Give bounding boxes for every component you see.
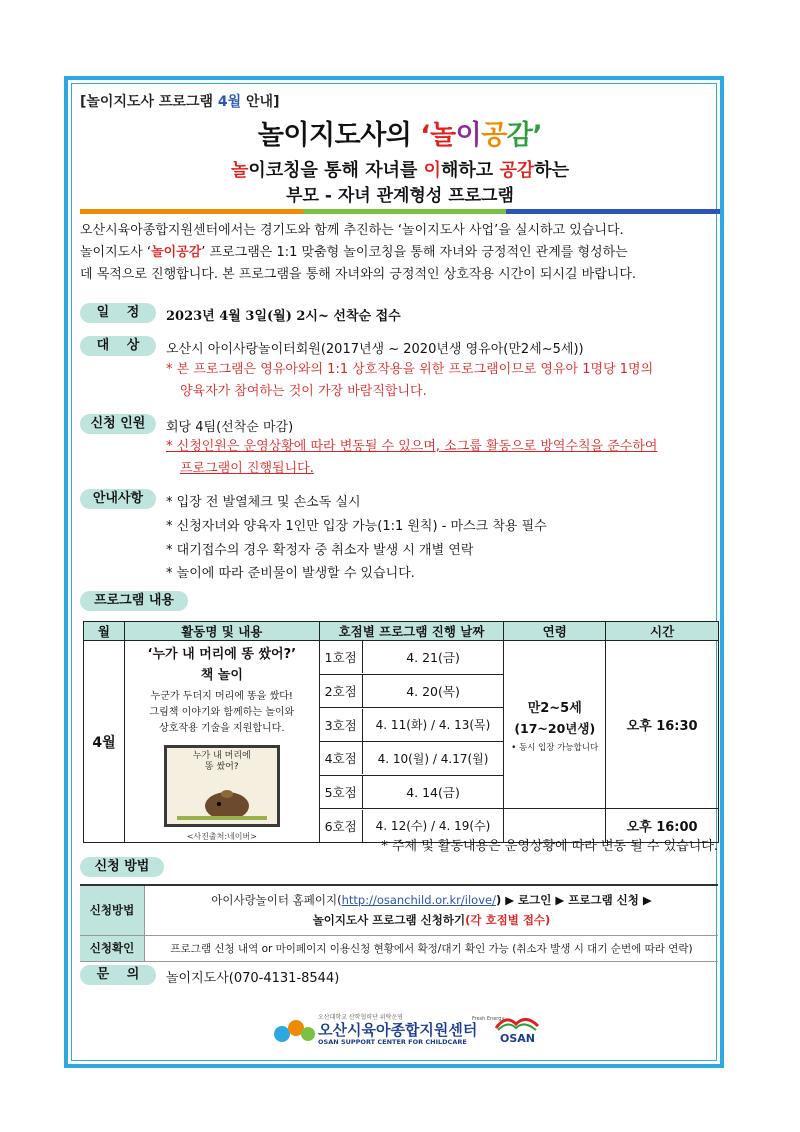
apply-confirm-text: 프로그램 신청 내역 or 마이페이지 이용신청 현황에서 확정/대기 확인 가능 (취소자 발생 시 대기 순번에 따라 연락) [170,942,693,955]
notice-item: * 놀이에 따라 준비물이 발생할 수 있습니다. [166,566,415,581]
col-header-age: 연령 [504,622,606,641]
target-label: 대 상 [80,336,156,356]
time-2: 오후 16:00 [606,809,719,843]
title-quote-open: ‘ [420,120,431,151]
subtitle-1-e: 공감 [499,160,535,181]
contact-value: 놀이지도사(070-4131-8544) [166,971,340,986]
footer-org-en: OSAN SUPPORT CENTER FOR CHILDCARE [318,1038,467,1046]
title-char-4: 감 [506,120,533,151]
contact-label: 문 의 [80,965,156,985]
title-char-3: 공 [481,120,507,151]
activity-desc-1: 누군가 두더지 머리에 똥을 쌌다! [150,691,293,702]
col-header-activity: 활동명 및 내용 [124,622,319,641]
photo-credit: <사진출처:네이버> [186,832,257,841]
color-bar-orange [80,209,303,214]
program-label: 프로그램 내용 [80,591,188,611]
apply-method-b: ) ▶ 로그인 ▶ 프로그램 신청 ▶ [495,893,652,908]
intro-paragraph [80,220,720,286]
apply-method-d: (각 호점별 접수) [465,913,551,928]
table-row [84,641,719,675]
program-footnote: * 주제 및 활동내용은 운영상황에 따라 변동 될 수 있습니다. [381,839,718,854]
activity-title-2: 책 놀이 [200,668,243,683]
book-title-2: 똥 쌌어? [204,762,239,772]
apply-method-a: 아이사랑놀이터 홈페이지( [211,893,342,908]
intro-line-3: 데 목적으로 진행합니다. 본 프로그램을 통해 자녀와의 긍정적인 상호작용 시간이 되시길 바랍니다. [80,267,637,282]
col-header-month: 월 [84,622,125,641]
branch-name: 6호점 [320,810,363,842]
capacity-note-1: * 신청인원은 운영상황에 따라 변동될 수 있으며, 소그룹 활동으로 방역수칙을 준수하여 [166,439,658,454]
subtitle-1-c: 이 [423,160,442,181]
activity-title-1: ‘누가 내 머리에 똥 쌌어?’ [147,647,297,662]
branch-date-cell [319,641,504,675]
age-cell [504,641,606,809]
apply-table [80,884,718,962]
book-cover-image [164,745,280,827]
branch-date: 4. 12(수) / 4. 19(수) [375,819,491,834]
notice-item: * 신청자녀와 양육자 1인만 입장 가능(1:1 원칙) - 마스크 착용 필수 [166,519,547,534]
intro-line-2 [80,242,720,264]
apply-confirm-label: 신청확인 [80,935,145,961]
title-quote-close: ’ [532,120,543,151]
program-table [83,621,719,843]
footer-org-small: 오산대학교 산학협력단 위탁운영 [318,1014,403,1021]
branch-name: 3호점 [320,709,363,741]
branch-name: 5호점 [320,776,363,808]
header-tag-open: [놀이지도사 프로그램 [80,94,218,110]
notice-item: * 입장 전 발열체크 및 손소독 실시 [166,495,361,510]
branch-date: 4. 21(금) [406,650,460,666]
apply-method-c: 놀이지도사 프로그램 신청하기 [312,913,466,928]
schedule-value: 2023년 4월 3일(월) 2시~ 선착순 접수 [166,309,401,324]
header-tag-month: 4월 [217,94,242,110]
color-bar-green [303,209,506,214]
footer-city: OSAN [500,1032,535,1045]
intro-line-2c: ’ 프로그램은 1:1 맞춤형 놀이코칭을 통해 자녀와 긍정적인 관계를 형성하는 [201,245,628,260]
table-row [80,885,718,935]
branch-date: 4. 10(월) / 4.17(월) [377,751,489,766]
subtitle-1-a: 놀 [230,160,249,181]
branch-date-cell [319,674,504,708]
title-char-2: 이 [455,120,482,151]
title-main: 놀이지도사의 [257,120,421,151]
footer-city-small: Fresh Energy [472,1016,505,1022]
branch-date: 4. 11(화) / 4. 13(목) [375,718,491,733]
table-row [80,935,718,961]
intro-line-1: 오산시육아종합지원센터에서는 경기도와 함께 추진하는 ‘놀이지도사 사업’을 실시하고 있습니다. [80,223,624,238]
program-table-header [84,622,719,641]
branch-date-cell [319,708,504,742]
subtitle-1-b: 이코칭을 통해 자녀를 [248,160,424,181]
subtitle-2: 부모 - 자녀 관계형성 프로그램 [286,186,514,206]
apply-method-cell [145,885,719,935]
subtitle-1 [0,156,800,182]
color-bar-blue [506,209,720,214]
footer-logo [272,1012,542,1048]
mole-illustration-icon [167,772,277,822]
capacity-note-2: 프로그램이 진행됩니다. [180,461,314,476]
center-logo-icon [272,1014,316,1046]
book-title-1: 누가 내 머리에 [192,751,251,761]
activity-desc-2: 그림책 이야기와 함께하는 놀이와 [149,707,295,718]
subtitle-1-f: 하는 [534,160,570,181]
branch-date-cell [319,741,504,775]
notice-item: * 대기접수의 경우 확정자 중 취소자 발생 시 개별 연락 [166,543,474,558]
apply-method-label: 신청방법 [80,885,145,935]
footer-org-name: 오산시육아종합지원센터 [318,1021,478,1039]
activity-cell [124,641,319,843]
branch-date-cell [319,775,504,809]
col-header-dates: 호점별 프로그램 진행 날짜 [319,622,504,641]
age-note: • 동시 입장 가능합니다 [511,742,599,753]
target-note-1: * 본 프로그램은 영유아와의 1:1 상호작용을 위한 프로그램이므로 영유아 1명당 1명의 [166,362,654,377]
target-note-2: 양육자가 참여하는 것이 가장 바람직합니다. [180,384,427,399]
header-tag [80,91,279,111]
intro-program-name: 놀이공감 [151,245,202,260]
branch-date: 4. 20(목) [406,683,460,699]
col-header-time: 시간 [606,622,719,641]
target-value: 오산시 아이사랑놀이터회원(2017년생 ~ 2020년생 영유아(만2세~5세)) [166,342,584,357]
age-main: 만2~5세 [527,700,582,716]
schedule-label: 일 정 [80,303,156,323]
notice-label: 안내사항 [80,489,156,509]
branch-name: 2호점 [320,675,363,707]
homepage-link[interactable]: http://osanchild.or.kr/ilove/ [341,893,496,908]
time-1: 오후 16:30 [606,641,719,809]
branch-name: 1호점 [320,641,363,673]
capacity-label: 신청 인원 [80,414,156,434]
branch-name: 4호점 [320,742,363,774]
subtitle-1-d: 해하고 [441,160,500,181]
capacity-value: 회당 4팀(선착순 마감) [166,420,294,435]
program-month: 4월 [84,641,125,843]
apply-label: 신청 방법 [80,857,164,877]
activity-desc-3: 상호작용 기술을 지원합니다. [159,723,285,734]
intro-line-2a: 놀이지도사 ‘ [80,245,152,260]
page-title [0,113,800,152]
title-char-1: 놀 [430,120,456,151]
branch-date: 4. 14(금) [406,784,460,800]
header-tag-close: 안내] [241,94,280,110]
age-years: (17~20년생) [514,720,596,736]
